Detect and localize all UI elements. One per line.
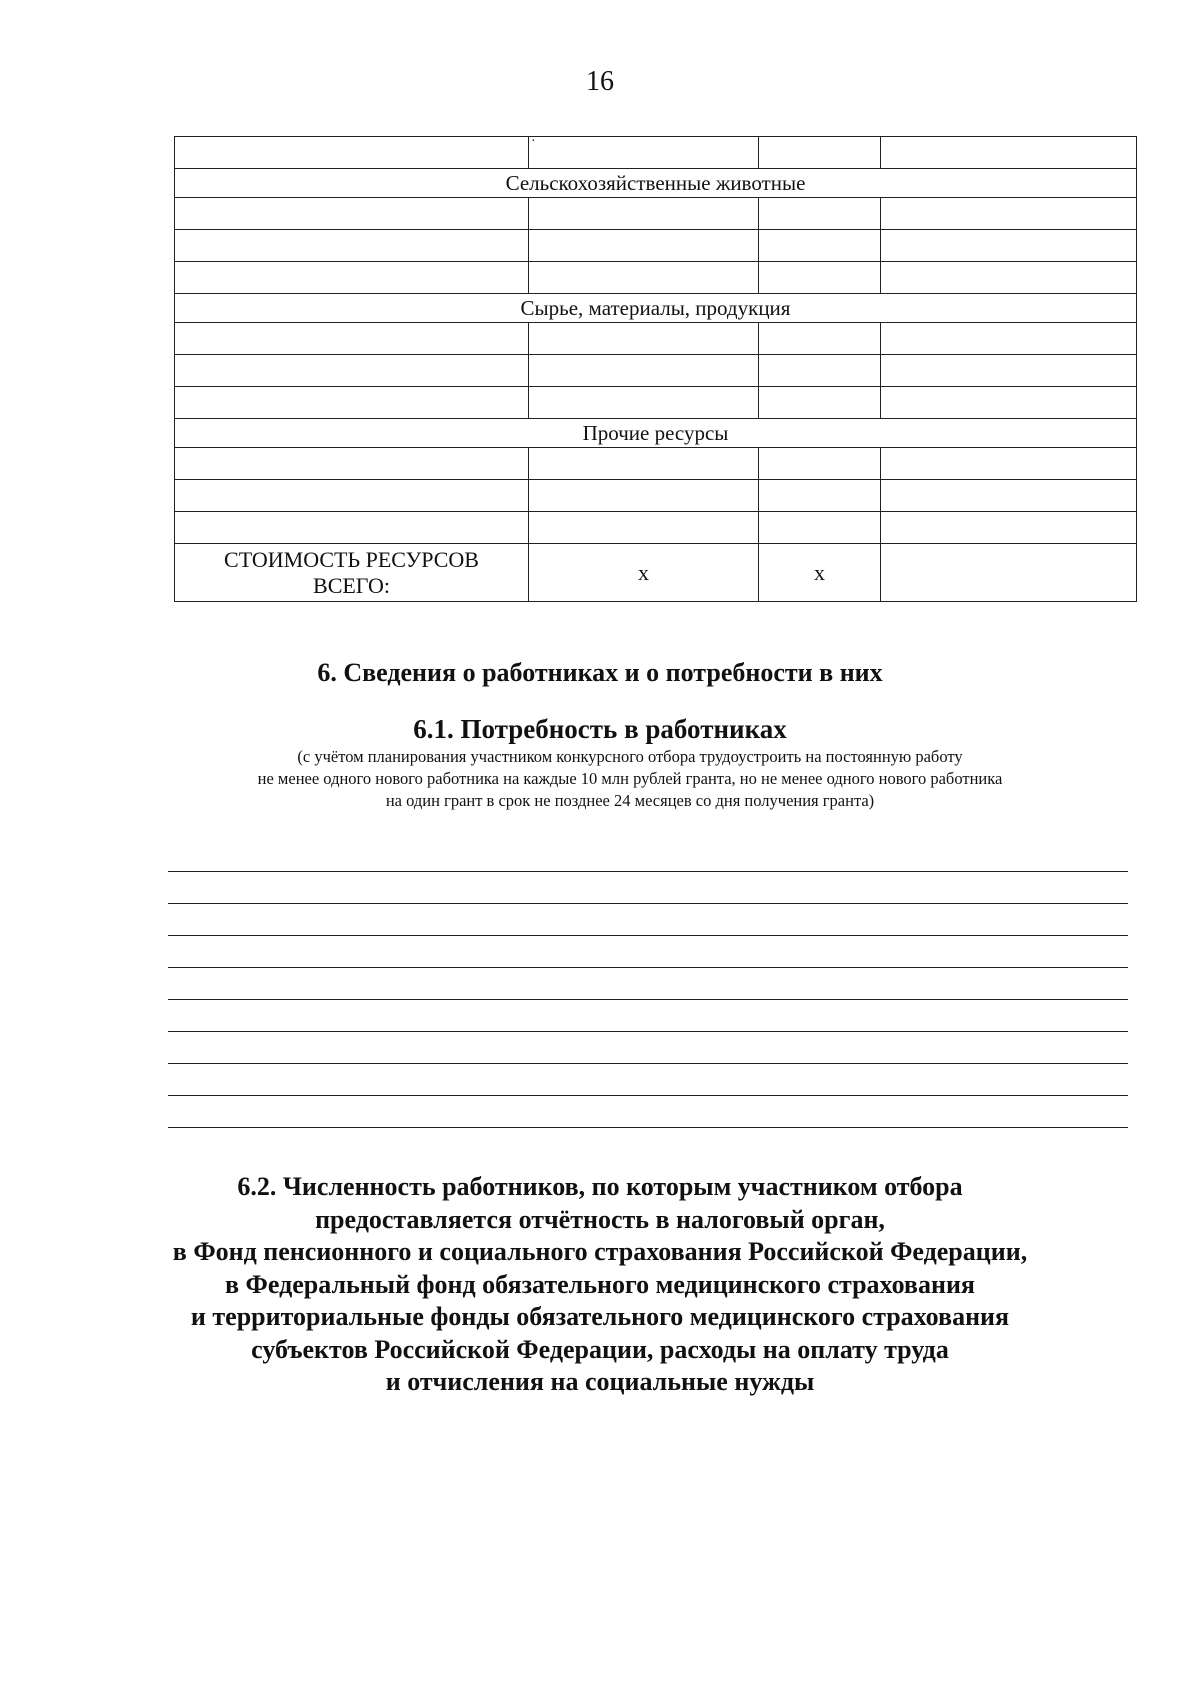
table-cell[interactable] [529, 480, 759, 512]
note-line: на один грант в срок не позднее 24 месяцев со дня получения гранта) [385, 791, 875, 810]
table-cell[interactable] [175, 480, 529, 512]
total-label-line1: СТОИМОСТЬ РЕСУРСОВ [224, 546, 479, 572]
fill-in-line[interactable] [168, 999, 1128, 1000]
fill-in-line[interactable] [168, 903, 1128, 904]
table-cell[interactable]: · [529, 137, 759, 169]
table-cell[interactable] [759, 448, 881, 480]
table-cell[interactable] [881, 262, 1137, 294]
section-6-1-title: 6.1. Потребность в работниках [413, 714, 787, 744]
table-cell[interactable] [175, 262, 529, 294]
table-cell[interactable] [175, 448, 529, 480]
table-cell[interactable] [529, 512, 759, 544]
table-cell[interactable] [529, 387, 759, 419]
table-row [175, 355, 1137, 387]
table-cell[interactable] [529, 198, 759, 230]
title-line: и территориальные фонды обязательного медицинского страхования [190, 1302, 1010, 1331]
resources-table [174, 136, 1137, 602]
table-cell[interactable] [529, 262, 759, 294]
table-cell[interactable] [759, 230, 881, 262]
page-number: 16 [586, 66, 614, 97]
table-cell[interactable] [175, 230, 529, 262]
title-line: в Фонд пенсионного и социального страхования Российской Федерации, [172, 1237, 1028, 1266]
table-cell[interactable] [881, 480, 1137, 512]
title-line: в Федеральный фонд обязательного медицинского страхования [225, 1269, 975, 1299]
table-cell[interactable] [881, 198, 1137, 230]
table-cell[interactable] [175, 137, 529, 169]
table-cell[interactable] [759, 262, 881, 294]
table-cell[interactable] [881, 230, 1137, 262]
table-cell[interactable] [881, 387, 1137, 419]
table-cell[interactable] [175, 323, 529, 355]
fill-in-line[interactable] [168, 1063, 1128, 1064]
note-line: не менее одного нового работника на каждые 10 млн рублей гранта, но не менее одного нового работника [257, 769, 1003, 788]
table-cell[interactable] [881, 137, 1137, 169]
table-row [175, 262, 1137, 294]
table-cell[interactable] [881, 355, 1137, 387]
table-cell[interactable] [529, 323, 759, 355]
section-6-title: 6. Сведения о работниках и о потребности в них [317, 658, 883, 687]
table-cell[interactable] [759, 355, 881, 387]
table-cell[interactable] [175, 355, 529, 387]
table-cell[interactable] [529, 230, 759, 262]
table-cell[interactable] [759, 480, 881, 512]
title-line: субъектов Российской Федерации, расходы на оплату труда [251, 1334, 949, 1364]
fill-in-line[interactable] [168, 1095, 1128, 1096]
total-label-line2: ВСЕГО: [313, 572, 390, 598]
table-row [175, 480, 1137, 512]
table-row [175, 137, 1137, 169]
table-row [175, 198, 1137, 230]
title-line: и отчисления на социальные нужды [385, 1367, 815, 1396]
section-heading-raw-materials: Сырье, материалы, продукция [175, 294, 1137, 323]
table-cell[interactable] [881, 512, 1137, 544]
fill-in-line[interactable] [168, 1127, 1128, 1128]
section-row [175, 419, 1137, 448]
note-line: (с учётом планирования участником конкурсного отбора трудоустроить на постоянную работу [297, 747, 963, 766]
table-cell[interactable] [529, 448, 759, 480]
table-cell[interactable] [759, 387, 881, 419]
total-row [175, 544, 1137, 602]
fill-in-line[interactable] [168, 935, 1128, 936]
table-cell[interactable] [759, 198, 881, 230]
table-cell[interactable] [881, 448, 1137, 480]
fill-in-line[interactable] [168, 871, 1128, 872]
section-row [175, 294, 1137, 323]
section-row [175, 169, 1137, 198]
fill-in-line[interactable] [168, 967, 1128, 968]
section-heading-other-resources: Прочие ресурсы [175, 419, 1137, 448]
table-cell[interactable] [175, 512, 529, 544]
table-cell[interactable] [175, 387, 529, 419]
table-row [175, 230, 1137, 262]
total-cell-col2: х [529, 544, 759, 602]
section-6-2-title [120, 1171, 1080, 1399]
table-cell[interactable] [759, 323, 881, 355]
total-cell-col3: х [759, 544, 881, 602]
section-heading-animals: Сельскохозяйственные животные [175, 169, 1137, 198]
table-row [175, 448, 1137, 480]
table-row [175, 323, 1137, 355]
title-line: 6.2. Численность работников, по которым участником отбора [237, 1172, 963, 1201]
table-cell[interactable] [175, 198, 529, 230]
table-row [175, 512, 1137, 544]
section-6-1-note [150, 746, 1110, 812]
table-row [175, 387, 1137, 419]
total-label [175, 544, 529, 602]
table-cell[interactable] [759, 137, 881, 169]
title-line: предоставляется отчётность в налоговый орган, [315, 1204, 885, 1234]
total-value-cell[interactable] [881, 544, 1137, 602]
fill-in-line[interactable] [168, 1031, 1128, 1032]
table-cell[interactable] [759, 512, 881, 544]
table-cell[interactable] [529, 355, 759, 387]
table-cell[interactable] [881, 323, 1137, 355]
